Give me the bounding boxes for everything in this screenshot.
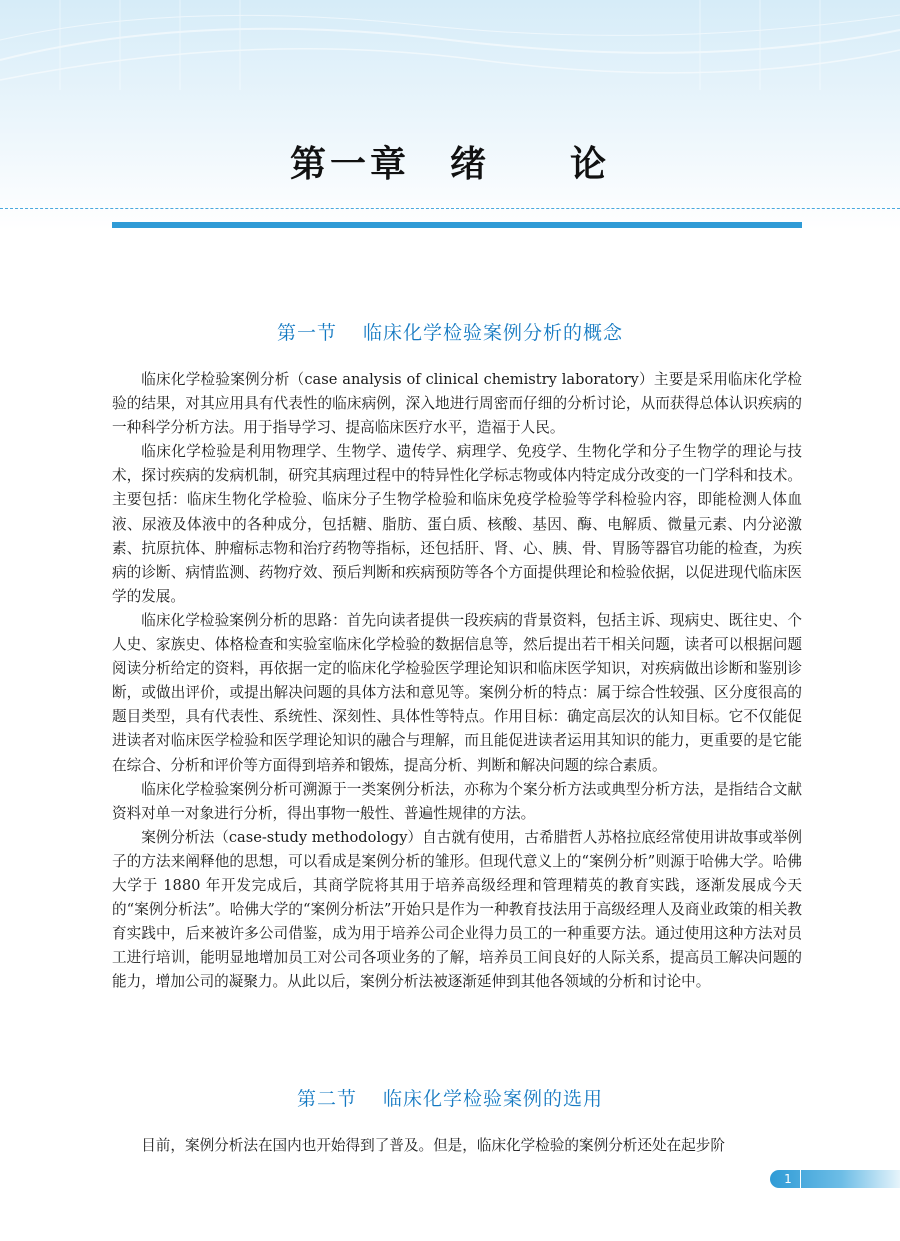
section-heading-1	[0, 318, 900, 345]
dashed-divider	[0, 208, 900, 209]
section-heading-2	[0, 1084, 900, 1111]
section-1-body	[112, 368, 802, 994]
section-title: 临床化学检验案例的选用	[383, 1088, 604, 1110]
chapter-title: 第一章 绪 论	[289, 144, 610, 185]
paragraph: 临床化学检验案例分析（case analysis of clinical chemistry laboratory）主要是采用临床化学检验的结果，对其应用具有代表性的临床病例，深入地进行周密而仔细的分析讨论，从而获得总体认识疾病的一种科学分析方法。用于指导学习、提高临床医疗水平，造福于人民。	[112, 371, 802, 437]
paragraph: 临床化学检验案例分析可溯源于一类案例分析法，亦称为个案分析方法或典型分析方法，是指结合文献资料对单一对象进行分析，得出事物一般性、普遍性规律的方法。	[112, 780, 802, 822]
decorative-lines-graphic	[0, 0, 900, 110]
section-2-body	[112, 1134, 802, 1158]
paragraph: 临床化学检验案例分析的思路：首先向读者提供一段疾病的背景资料，包括主诉、现病史、既往史、个人史、家族史、体格检查和实验室临床化学检验的数据信息等，然后提出若干相关问题，读者可以根据问题阅读分析给定的资料，再依据一定的临床化学检验医学理论知识和临床医学知识，对疾病做出诊断和鉴别诊断，或做出评价，或提出解决问题的具体方法和意见等。案例分析的特点：属于综合性较强、区分度很高的题目类型，具有代表性、系统性、深刻性、具体性等特点。作用目标：确定高层次的认知目标。它不仅能促进读者对临床医学检验和医学理论知识的融合与理解，而且能促进读者运用其知识的能力，更重要的是它能在综合、分析和评价等方面得到培养和锻炼，提高分析、判断和解决问题的综合素质。	[112, 611, 802, 774]
section-number: 第二节	[296, 1088, 357, 1110]
paragraph: 临床化学检验是利用物理学、生物学、遗传学、病理学、免疫学、生物化学和分子生物学的理论与技术，探讨疾病的发病机制，研究其病理过程中的特异性化学标志物或体内特定成分改变的一门学科和技术。主要包括：临床生物化学检验、临床分子生物学检验和临床免疫学检验等学科检验内容，即能检测人体血液、尿液及体液中的各种成分，包括糖、脂肪、蛋白质、核酸、基因、酶、电解质、微量元素、内分泌激素、抗原抗体、肿瘤标志物和治疗药物等指标，还包括肝、肾、心、胰、骨、胃肠等器官功能的检查，为疾病的诊断、病情监测、药物疗效、预后判断和疾病预防等各个方面提供理论和检验依据，以促进现代临床医学的发展。	[112, 443, 802, 605]
title-underline-bar	[112, 222, 802, 228]
header-background	[0, 0, 900, 230]
paragraph: 案例分析法（case-study methodology）自古就有使用，古希腊哲人苏格拉底经常使用讲故事或举例子的方法来阐释他的思想，可以看成是案例分析的雏形。但现代意义上的“案例分析”则源于哈佛大学。哈佛大学于 1880 年开发完成后，其商学院将其用于培养高级经理和管理精英的教育实践，逐渐发展成今天的“案例分析法”。哈佛大学的“案例分析法”开始只是作为一种教育技法用于高级经理人及商业政策的相关教育实践中，后来被许多公司借鉴，成为用于培养公司企业得力员工的一种重要方法。通过使用这种方法对员工进行培训，能明显地增加员工对公司各项业务的了解，培养员工间良好的人际关系，提高员工解决问题的能力，增加公司的凝聚力。从此以后，案例分析法被逐渐延伸到其他各领域的分析和讨论中。	[112, 828, 802, 991]
section-title: 临床化学检验案例分析的概念	[363, 322, 624, 344]
page-number: 1	[776, 1170, 801, 1188]
paragraph: 目前，案例分析法在国内也开始得到了普及。但是，临床化学检验的案例分析还处在起步阶	[141, 1137, 725, 1154]
section-number: 第一节	[276, 322, 337, 344]
